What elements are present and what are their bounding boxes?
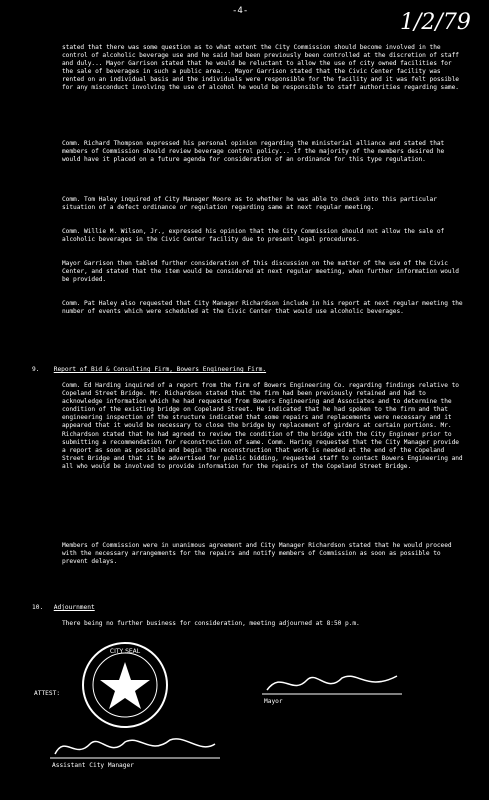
item-title: Adjournment — [53, 604, 95, 611]
item-number: 10. — [32, 604, 44, 611]
item-title: Report of Bid & Consulting Firm, Bowers Engineering Firm. — [53, 366, 267, 373]
clerk-label: Assistant City Manager — [52, 762, 134, 769]
agenda-item-10 — [32, 604, 472, 611]
clerk-signature-icon — [50, 730, 220, 762]
mayor-label: Mayor — [264, 698, 283, 705]
item-9-paragraph-1: Comm. Ed Harding inquired of a report from the firm of Bowers Engineering Co. regarding findings relative to Copeland Street Bridge. Mr. Richardson stated that the firm had been previously retained and had to acknowledge information which he had requested from Bowers Engineering and Associates and to determine the condition of the existing bridge on Copeland Street. He indicated that he had spoken to the firm and that engineering inspection of the structure indicated that some repairs and replacements were necessary and it appeared that it would be necessary to close the bridge by replacement of girders at certain portions. Mr. Richardson stated that he had agreed to review the condition of the bridge with the City Engineer prior to submitting a recommendation for reconstruction of same. Comm. Haring requested that the City Manager provide a report as soon as possible and begin the reconstruction that work is needed at the end of the Copeland Street Bridge and that it be advertised for public bidding, requested staff to contact Bowers Engineering and all who would be involved to provide information for the repairs of the Copeland Street Bridge. — [62, 382, 463, 470]
item-number: 9. — [32, 366, 40, 373]
minutes-body — [0, 44, 489, 332]
item-10-paragraph-1: There being no further business for consideration, meeting adjourned at 8:50 p.m. — [62, 620, 360, 627]
paragraph-6: Comm. Pat Haley also requested that City Manager Richardson include in his report at next regular meeting the number of events which were scheduled at the Civic Center that would use alcoholic beverages. — [62, 300, 463, 316]
item-9-body — [0, 382, 489, 574]
item-9-paragraph-2: Members of Commission were in unanimous agreement and City Manager Richardson stated that he would proceed with the necessary arrangements for the repairs and notify members of Commission as soon as possible to prevent delays. — [62, 542, 452, 566]
document-date: 1/2/79 — [400, 10, 471, 35]
paragraph-5: Mayor Garrison then tabled further consideration of this discussion on the matter of the use of the Civic Center, and stated that the item would be considered at next regular meeting, when further information would be provided. — [62, 260, 459, 284]
svg-text:CITY SEAL: CITY SEAL — [109, 648, 141, 655]
attest-label: ATTEST: — [34, 690, 61, 697]
item-10-body — [0, 620, 489, 644]
paragraph-1: stated that there was some question as to what extent the City Commission should become involved in the control of alcoholic beverage use and he said had been previously been controlled at the discretion of staff and duly... Mayor Garrison stated that he would be reluctant to allow the use of city owned facilities for the sale of beverages in such a public area... Mayor Garrison stated that the Civic Center facility was rented on an individual basis and the individuals were responsible for the facility and it was felt possible for any misconduct involving the use of alcohol he would be responsible to staff authorities regarding same. — [62, 44, 459, 92]
page-number: -4- — [232, 6, 249, 16]
city-seal-icon — [80, 640, 170, 730]
agenda-item-9 — [32, 366, 472, 373]
paragraph-2: Comm. Richard Thompson expressed his personal opinion regarding the ministerial alliance and stated that members of Commission should review beverage control policy... if the majority of the members desired he would have it placed on a future agenda for consideration of an ordinance for this type regulation. — [62, 140, 445, 164]
paragraph-3: Comm. Tom Haley inquired of City Manager Moore as to whether he was able to check into this particular situation of a defect ordinance or regulation regarding same at next regular meeting. — [62, 196, 437, 212]
mayor-signature-icon — [262, 668, 402, 698]
paragraph-4: Comm. Willie M. Wilson, Jr., expressed his opinion that the City Commission should not allow the sale of alcoholic beverages in the Civic Center facility due to present legal procedures. — [62, 228, 445, 244]
